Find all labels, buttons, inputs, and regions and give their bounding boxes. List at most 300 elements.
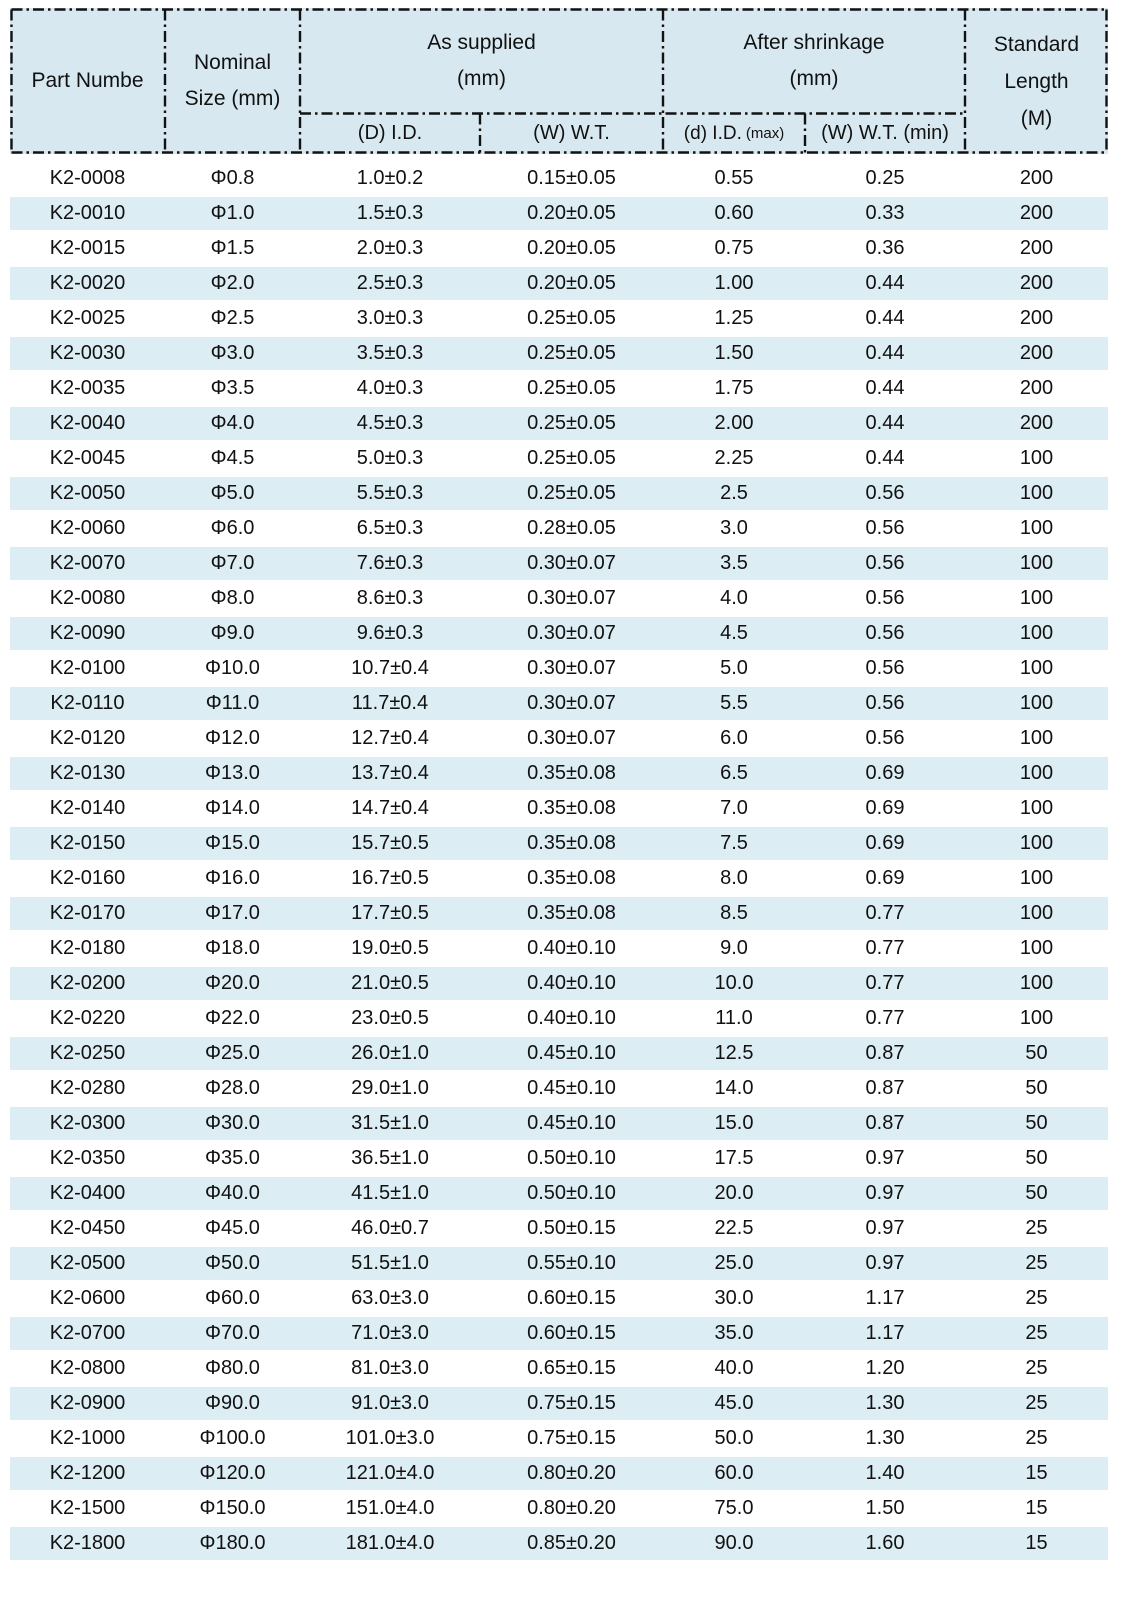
subheader-shrunk-id-label: (d) I.D. bbox=[683, 122, 742, 144]
cell-supplied-id: 17.7±0.5 bbox=[351, 902, 429, 924]
cell-part-number: K2-0040 bbox=[49, 412, 126, 434]
cell-shrunk-id: 3.5 bbox=[720, 552, 748, 574]
cell-shrunk-wt: 0.25 bbox=[865, 167, 905, 189]
header-group-as-supplied bbox=[300, 8, 663, 113]
cell-part-number: K2-0150 bbox=[49, 832, 126, 854]
cell-shrunk-id: 6.0 bbox=[720, 727, 748, 749]
table-row bbox=[10, 687, 1108, 720]
cell-part-number: K2-0015 bbox=[49, 237, 126, 259]
cell-shrunk-wt: 0.44 bbox=[865, 377, 905, 399]
cell-part-number: K2-0010 bbox=[49, 202, 126, 224]
table-row bbox=[10, 1107, 1108, 1140]
cell-shrunk-id: 50.0 bbox=[714, 1427, 754, 1449]
cell-shrunk-id: 7.5 bbox=[720, 832, 748, 854]
cell-shrunk-wt: 0.56 bbox=[865, 587, 905, 609]
subheader-supplied-wt-label: (W) W.T. bbox=[533, 122, 610, 144]
cell-part-number: K2-0045 bbox=[49, 447, 126, 469]
cell-shrunk-id: 7.0 bbox=[720, 797, 748, 819]
cell-shrunk-id: 45.0 bbox=[714, 1392, 754, 1414]
cell-supplied-id: 121.0±4.0 bbox=[345, 1462, 435, 1484]
cell-standard-length: 25 bbox=[1025, 1357, 1048, 1379]
cell-shrunk-wt: 0.77 bbox=[865, 937, 905, 959]
cell-standard-length: 15 bbox=[1025, 1497, 1048, 1519]
cell-part-number: K2-0140 bbox=[49, 797, 126, 819]
cell-standard-length: 25 bbox=[1025, 1322, 1048, 1344]
cell-nominal-size: Φ180.0 bbox=[199, 1532, 266, 1554]
table-row bbox=[10, 827, 1108, 860]
cell-shrunk-id: 2.00 bbox=[714, 412, 754, 434]
cell-standard-length: 200 bbox=[1019, 167, 1054, 189]
cell-shrunk-id: 22.5 bbox=[714, 1217, 754, 1239]
cell-shrunk-id: 4.0 bbox=[720, 587, 748, 609]
cell-part-number: K2-0020 bbox=[49, 272, 126, 294]
table-row bbox=[10, 652, 1108, 685]
cell-part-number: K2-0700 bbox=[49, 1322, 126, 1344]
cell-supplied-id: 31.5±1.0 bbox=[351, 1112, 429, 1134]
cell-supplied-id: 81.0±3.0 bbox=[351, 1357, 429, 1379]
cell-shrunk-wt: 0.77 bbox=[865, 902, 905, 924]
cell-supplied-wt: 0.25±0.05 bbox=[527, 447, 616, 469]
cell-part-number: K2-0800 bbox=[49, 1357, 126, 1379]
cell-supplied-wt: 0.40±0.10 bbox=[527, 937, 616, 959]
cell-nominal-size: Φ1.5 bbox=[210, 237, 255, 259]
cell-supplied-wt: 0.20±0.05 bbox=[527, 202, 616, 224]
cell-nominal-size: Φ9.0 bbox=[210, 622, 255, 644]
cell-supplied-wt: 0.85±0.20 bbox=[527, 1532, 616, 1554]
cell-part-number: K2-1000 bbox=[49, 1427, 126, 1449]
header-standard-length-line1: Standard bbox=[993, 32, 1080, 56]
cell-standard-length: 50 bbox=[1025, 1077, 1048, 1099]
table-row bbox=[10, 1177, 1108, 1210]
cell-supplied-wt: 0.28±0.05 bbox=[527, 517, 616, 539]
cell-nominal-size: Φ10.0 bbox=[205, 657, 260, 679]
cell-shrunk-id: 20.0 bbox=[714, 1182, 754, 1204]
cell-standard-length: 100 bbox=[1019, 692, 1054, 714]
cell-nominal-size: Φ12.0 bbox=[205, 727, 260, 749]
header-nominal-size bbox=[165, 8, 300, 154]
cell-shrunk-id: 1.75 bbox=[714, 377, 754, 399]
table-row bbox=[10, 932, 1108, 965]
cell-part-number: K2-0110 bbox=[50, 692, 125, 714]
cell-part-number: K2-0280 bbox=[49, 1077, 126, 1099]
cell-nominal-size: Φ11.0 bbox=[205, 692, 260, 714]
cell-part-number: K2-1500 bbox=[49, 1497, 126, 1519]
cell-shrunk-id: 1.50 bbox=[714, 342, 754, 364]
cell-nominal-size: Φ60.0 bbox=[205, 1287, 260, 1309]
header-nominal-size-line2: Size (mm) bbox=[184, 87, 281, 110]
table-row bbox=[10, 1422, 1108, 1455]
cell-shrunk-wt: 0.56 bbox=[865, 517, 905, 539]
cell-supplied-id: 8.6±0.3 bbox=[356, 587, 424, 609]
cell-supplied-id: 15.7±0.5 bbox=[351, 832, 429, 854]
cell-shrunk-wt: 0.77 bbox=[865, 972, 905, 994]
cell-standard-length: 100 bbox=[1019, 552, 1054, 574]
header-as-supplied-line2: (mm) bbox=[457, 66, 506, 90]
cell-part-number: K2-0500 bbox=[49, 1252, 126, 1274]
cell-part-number: K2-0180 bbox=[49, 937, 126, 959]
cell-supplied-id: 4.0±0.3 bbox=[356, 377, 424, 399]
subheader-supplied-wt bbox=[480, 113, 663, 154]
cell-nominal-size: Φ35.0 bbox=[205, 1147, 260, 1169]
cell-supplied-id: 26.0±1.0 bbox=[351, 1042, 429, 1064]
cell-shrunk-id: 0.60 bbox=[714, 202, 754, 224]
cell-standard-length: 25 bbox=[1025, 1392, 1048, 1414]
cell-shrunk-wt: 0.87 bbox=[865, 1042, 905, 1064]
spec-table bbox=[10, 8, 1108, 1562]
cell-shrunk-wt: 0.44 bbox=[865, 447, 905, 469]
cell-supplied-wt: 0.30±0.07 bbox=[527, 622, 616, 644]
cell-supplied-id: 21.0±0.5 bbox=[351, 972, 429, 994]
cell-shrunk-id: 5.5 bbox=[720, 692, 748, 714]
cell-shrunk-wt: 0.77 bbox=[865, 1007, 905, 1029]
cell-supplied-id: 63.0±3.0 bbox=[351, 1287, 429, 1309]
cell-supplied-id: 5.5±0.3 bbox=[356, 482, 424, 504]
cell-supplied-id: 29.0±1.0 bbox=[351, 1077, 429, 1099]
cell-supplied-id: 51.5±1.0 bbox=[351, 1252, 429, 1274]
cell-standard-length: 25 bbox=[1025, 1427, 1048, 1449]
cell-shrunk-wt: 0.97 bbox=[865, 1147, 905, 1169]
cell-supplied-wt: 0.50±0.10 bbox=[527, 1182, 616, 1204]
cell-part-number: K2-0008 bbox=[49, 167, 126, 189]
cell-standard-length: 50 bbox=[1025, 1042, 1048, 1064]
cell-standard-length: 200 bbox=[1019, 272, 1054, 294]
cell-supplied-id: 181.0±4.0 bbox=[345, 1532, 435, 1554]
table-row bbox=[10, 757, 1108, 790]
table-row bbox=[10, 1212, 1108, 1245]
cell-shrunk-wt: 0.44 bbox=[865, 342, 905, 364]
cell-nominal-size: Φ50.0 bbox=[205, 1252, 260, 1274]
cell-shrunk-id: 17.5 bbox=[714, 1147, 754, 1169]
cell-shrunk-id: 40.0 bbox=[714, 1357, 754, 1379]
table-row bbox=[10, 512, 1108, 545]
cell-supplied-id: 10.7±0.4 bbox=[351, 657, 429, 679]
cell-nominal-size: Φ120.0 bbox=[199, 1462, 266, 1484]
cell-standard-length: 100 bbox=[1019, 972, 1054, 994]
cell-shrunk-wt: 0.56 bbox=[865, 657, 905, 679]
cell-standard-length: 100 bbox=[1019, 447, 1054, 469]
cell-nominal-size: Φ13.0 bbox=[205, 762, 260, 784]
cell-part-number: K2-0130 bbox=[49, 762, 126, 784]
cell-shrunk-wt: 0.69 bbox=[865, 832, 905, 854]
cell-standard-length: 25 bbox=[1025, 1217, 1048, 1239]
cell-supplied-id: 12.7±0.4 bbox=[351, 727, 429, 749]
cell-shrunk-id: 6.5 bbox=[720, 762, 748, 784]
cell-supplied-wt: 0.30±0.07 bbox=[527, 552, 616, 574]
cell-shrunk-id: 35.0 bbox=[714, 1322, 754, 1344]
cell-shrunk-id: 30.0 bbox=[714, 1287, 754, 1309]
cell-nominal-size: Φ150.0 bbox=[199, 1497, 266, 1519]
cell-supplied-id: 2.0±0.3 bbox=[356, 237, 424, 259]
cell-shrunk-id: 5.0 bbox=[720, 657, 748, 679]
table-row bbox=[10, 232, 1108, 265]
cell-supplied-wt: 0.30±0.07 bbox=[527, 727, 616, 749]
table-row bbox=[10, 302, 1108, 335]
cell-supplied-id: 101.0±3.0 bbox=[345, 1427, 435, 1449]
cell-supplied-wt: 0.55±0.10 bbox=[527, 1252, 616, 1274]
cell-supplied-id: 4.5±0.3 bbox=[356, 412, 424, 434]
cell-shrunk-wt: 0.87 bbox=[865, 1112, 905, 1134]
table-row bbox=[10, 547, 1108, 580]
cell-supplied-id: 23.0±0.5 bbox=[351, 1007, 429, 1029]
cell-standard-length: 100 bbox=[1019, 657, 1054, 679]
cell-part-number: K2-0170 bbox=[49, 902, 126, 924]
cell-supplied-wt: 0.25±0.05 bbox=[527, 342, 616, 364]
cell-supplied-wt: 0.20±0.05 bbox=[527, 237, 616, 259]
cell-nominal-size: Φ6.0 bbox=[210, 517, 255, 539]
subheader-supplied-id bbox=[300, 113, 480, 154]
table-row bbox=[10, 897, 1108, 930]
cell-standard-length: 100 bbox=[1019, 902, 1054, 924]
cell-standard-length: 200 bbox=[1019, 237, 1054, 259]
table-row bbox=[10, 1457, 1108, 1490]
table-row bbox=[10, 337, 1108, 370]
cell-standard-length: 100 bbox=[1019, 762, 1054, 784]
cell-part-number: K2-0080 bbox=[49, 587, 126, 609]
cell-part-number: K2-0900 bbox=[49, 1392, 126, 1414]
cell-nominal-size: Φ80.0 bbox=[205, 1357, 260, 1379]
cell-shrunk-id: 10.0 bbox=[714, 972, 754, 994]
cell-shrunk-wt: 0.69 bbox=[865, 797, 905, 819]
cell-supplied-wt: 0.40±0.10 bbox=[527, 1007, 616, 1029]
cell-standard-length: 25 bbox=[1025, 1252, 1048, 1274]
cell-shrunk-id: 1.25 bbox=[714, 307, 754, 329]
cell-shrunk-wt: 0.56 bbox=[865, 692, 905, 714]
cell-standard-length: 100 bbox=[1019, 482, 1054, 504]
cell-shrunk-id: 90.0 bbox=[714, 1532, 754, 1554]
cell-supplied-id: 9.6±0.3 bbox=[356, 622, 424, 644]
cell-shrunk-id: 4.5 bbox=[720, 622, 748, 644]
cell-supplied-id: 71.0±3.0 bbox=[351, 1322, 429, 1344]
cell-standard-length: 200 bbox=[1019, 202, 1054, 224]
cell-supplied-wt: 0.25±0.05 bbox=[527, 482, 616, 504]
table-row bbox=[10, 1317, 1108, 1350]
cell-shrunk-id: 1.00 bbox=[714, 272, 754, 294]
table-row bbox=[10, 967, 1108, 1000]
cell-nominal-size: Φ5.0 bbox=[210, 482, 255, 504]
table-row bbox=[10, 617, 1108, 650]
table-row bbox=[10, 267, 1108, 300]
cell-supplied-id: 46.0±0.7 bbox=[351, 1217, 429, 1239]
cell-part-number: K2-0350 bbox=[49, 1147, 126, 1169]
cell-nominal-size: Φ2.5 bbox=[210, 307, 255, 329]
cell-supplied-wt: 0.35±0.08 bbox=[527, 867, 616, 889]
cell-supplied-wt: 0.25±0.05 bbox=[527, 412, 616, 434]
table-row bbox=[10, 162, 1108, 195]
subheader-shrunk-wt-label: (W) W.T. (min) bbox=[821, 122, 949, 144]
cell-standard-length: 100 bbox=[1019, 832, 1054, 854]
cell-supplied-id: 2.5±0.3 bbox=[356, 272, 424, 294]
table-row bbox=[10, 372, 1108, 405]
cell-nominal-size: Φ70.0 bbox=[205, 1322, 260, 1344]
cell-supplied-wt: 0.60±0.15 bbox=[527, 1322, 616, 1344]
cell-standard-length: 100 bbox=[1019, 517, 1054, 539]
cell-shrunk-id: 8.0 bbox=[720, 867, 748, 889]
cell-shrunk-wt: 0.33 bbox=[865, 202, 905, 224]
cell-shrunk-wt: 0.44 bbox=[865, 272, 905, 294]
cell-shrunk-id: 9.0 bbox=[720, 937, 748, 959]
cell-nominal-size: Φ100.0 bbox=[199, 1427, 266, 1449]
cell-supplied-wt: 0.30±0.07 bbox=[527, 692, 616, 714]
cell-supplied-id: 1.0±0.2 bbox=[356, 167, 424, 189]
header-part-number-label: Part Numbe bbox=[31, 69, 144, 92]
cell-nominal-size: Φ14.0 bbox=[205, 797, 260, 819]
table-row bbox=[10, 1072, 1108, 1105]
cell-standard-length: 200 bbox=[1019, 377, 1054, 399]
cell-supplied-wt: 0.50±0.10 bbox=[527, 1147, 616, 1169]
cell-supplied-id: 7.6±0.3 bbox=[356, 552, 424, 574]
cell-standard-length: 50 bbox=[1025, 1182, 1048, 1204]
cell-nominal-size: Φ16.0 bbox=[205, 867, 260, 889]
cell-shrunk-wt: 0.97 bbox=[865, 1182, 905, 1204]
cell-supplied-wt: 0.35±0.08 bbox=[527, 902, 616, 924]
cell-supplied-id: 14.7±0.4 bbox=[351, 797, 429, 819]
cell-shrunk-wt: 1.30 bbox=[865, 1427, 905, 1449]
cell-supplied-wt: 0.45±0.10 bbox=[527, 1042, 616, 1064]
cell-shrunk-id: 8.5 bbox=[720, 902, 748, 924]
cell-supplied-id: 19.0±0.5 bbox=[351, 937, 429, 959]
subheader-shrunk-id-max-label: (max) bbox=[745, 125, 785, 142]
header-group-after-shrinkage bbox=[663, 8, 965, 113]
cell-shrunk-id: 2.25 bbox=[714, 447, 754, 469]
cell-nominal-size: Φ28.0 bbox=[205, 1077, 260, 1099]
header-as-supplied-line1: As supplied bbox=[427, 30, 536, 54]
cell-nominal-size: Φ15.0 bbox=[205, 832, 260, 854]
cell-part-number: K2-0100 bbox=[49, 657, 126, 679]
cell-supplied-wt: 0.40±0.10 bbox=[527, 972, 616, 994]
table-header bbox=[10, 8, 1108, 154]
cell-nominal-size: Φ40.0 bbox=[205, 1182, 260, 1204]
cell-shrunk-id: 2.5 bbox=[720, 482, 748, 504]
cell-nominal-size: Φ20.0 bbox=[205, 972, 260, 994]
cell-shrunk-wt: 0.97 bbox=[865, 1252, 905, 1274]
cell-shrunk-id: 75.0 bbox=[714, 1497, 754, 1519]
cell-nominal-size: Φ1.0 bbox=[210, 202, 255, 224]
cell-part-number: K2-0050 bbox=[49, 482, 126, 504]
table-row bbox=[10, 1037, 1108, 1070]
subheader-shrunk-wt bbox=[805, 113, 965, 154]
cell-shrunk-wt: 0.56 bbox=[865, 482, 905, 504]
cell-part-number: K2-0220 bbox=[49, 1007, 126, 1029]
cell-standard-length: 100 bbox=[1019, 622, 1054, 644]
cell-part-number: K2-0090 bbox=[49, 622, 126, 644]
header-nominal-size-line1: Nominal bbox=[193, 51, 272, 74]
cell-part-number: K2-0030 bbox=[49, 342, 126, 364]
cell-standard-length: 100 bbox=[1019, 587, 1054, 609]
table-row bbox=[10, 1002, 1108, 1035]
cell-supplied-wt: 0.25±0.05 bbox=[527, 307, 616, 329]
cell-part-number: K2-0060 bbox=[49, 517, 126, 539]
table-row bbox=[10, 1387, 1108, 1420]
cell-part-number: K2-0300 bbox=[49, 1112, 126, 1134]
table-row bbox=[10, 407, 1108, 440]
cell-nominal-size: Φ18.0 bbox=[205, 937, 260, 959]
cell-part-number: K2-0120 bbox=[49, 727, 126, 749]
cell-part-number: K2-0160 bbox=[49, 867, 126, 889]
cell-supplied-id: 1.5±0.3 bbox=[356, 202, 424, 224]
cell-part-number: K2-0450 bbox=[49, 1217, 126, 1239]
cell-shrunk-wt: 1.17 bbox=[865, 1287, 905, 1309]
header-standard-length-line2: Length bbox=[1004, 69, 1069, 93]
cell-supplied-wt: 0.15±0.05 bbox=[527, 167, 616, 189]
cell-standard-length: 200 bbox=[1019, 342, 1054, 364]
cell-nominal-size: Φ7.0 bbox=[210, 552, 255, 574]
cell-part-number: K2-0025 bbox=[49, 307, 126, 329]
cell-shrunk-wt: 1.50 bbox=[865, 1497, 905, 1519]
cell-nominal-size: Φ2.0 bbox=[210, 272, 255, 294]
cell-standard-length: 50 bbox=[1025, 1112, 1048, 1134]
cell-shrunk-wt: 0.56 bbox=[865, 552, 905, 574]
cell-supplied-id: 13.7±0.4 bbox=[351, 762, 429, 784]
cell-shrunk-wt: 0.36 bbox=[865, 237, 905, 259]
subheader-shrunk-id bbox=[663, 113, 805, 154]
cell-supplied-wt: 0.30±0.07 bbox=[527, 587, 616, 609]
table-row bbox=[10, 1492, 1108, 1525]
cell-part-number: K2-0070 bbox=[49, 552, 126, 574]
cell-nominal-size: Φ4.0 bbox=[210, 412, 255, 434]
cell-nominal-size: Φ90.0 bbox=[205, 1392, 260, 1414]
table-row bbox=[10, 1247, 1108, 1280]
table-row bbox=[10, 477, 1108, 510]
cell-shrunk-wt: 0.69 bbox=[865, 762, 905, 784]
cell-supplied-wt: 0.75±0.15 bbox=[527, 1392, 616, 1414]
cell-nominal-size: Φ8.0 bbox=[210, 587, 255, 609]
cell-part-number: K2-0250 bbox=[49, 1042, 126, 1064]
cell-supplied-wt: 0.35±0.08 bbox=[527, 797, 616, 819]
header-part-number bbox=[10, 8, 165, 154]
cell-shrunk-id: 12.5 bbox=[714, 1042, 754, 1064]
cell-supplied-wt: 0.80±0.20 bbox=[527, 1462, 616, 1484]
cell-shrunk-wt: 0.69 bbox=[865, 867, 905, 889]
cell-supplied-id: 3.0±0.3 bbox=[356, 307, 424, 329]
cell-shrunk-id: 11.0 bbox=[715, 1007, 753, 1029]
cell-shrunk-wt: 0.97 bbox=[865, 1217, 905, 1239]
table-row bbox=[10, 1282, 1108, 1315]
table-row bbox=[10, 1352, 1108, 1385]
cell-shrunk-wt: 1.17 bbox=[865, 1322, 905, 1344]
header-after-shrinkage-line2: (mm) bbox=[789, 66, 839, 90]
cell-shrunk-wt: 1.60 bbox=[865, 1532, 905, 1554]
cell-part-number: K2-1800 bbox=[49, 1532, 126, 1554]
cell-supplied-wt: 0.35±0.08 bbox=[527, 832, 616, 854]
cell-shrunk-wt: 1.40 bbox=[865, 1462, 905, 1484]
cell-shrunk-id: 60.0 bbox=[714, 1462, 754, 1484]
table-row bbox=[10, 582, 1108, 615]
cell-shrunk-id: 0.55 bbox=[714, 167, 754, 189]
cell-supplied-wt: 0.45±0.10 bbox=[527, 1077, 616, 1099]
cell-supplied-wt: 0.30±0.07 bbox=[527, 657, 616, 679]
cell-shrunk-wt: 0.44 bbox=[865, 307, 905, 329]
cell-supplied-id: 36.5±1.0 bbox=[351, 1147, 429, 1169]
cell-part-number: K2-0035 bbox=[49, 377, 126, 399]
cell-nominal-size: Φ0.8 bbox=[210, 167, 255, 189]
cell-standard-length: 15 bbox=[1025, 1532, 1048, 1554]
table-row bbox=[10, 442, 1108, 475]
table-row bbox=[10, 1527, 1108, 1560]
cell-nominal-size: Φ4.5 bbox=[210, 447, 255, 469]
cell-nominal-size: Φ3.0 bbox=[210, 342, 255, 364]
cell-standard-length: 200 bbox=[1019, 412, 1054, 434]
cell-nominal-size: Φ25.0 bbox=[205, 1042, 260, 1064]
cell-nominal-size: Φ30.0 bbox=[205, 1112, 260, 1134]
cell-shrunk-wt: 0.56 bbox=[865, 727, 905, 749]
cell-supplied-id: 3.5±0.3 bbox=[356, 342, 424, 364]
table-row bbox=[10, 862, 1108, 895]
cell-shrunk-id: 25.0 bbox=[714, 1252, 754, 1274]
cell-supplied-id: 91.0±3.0 bbox=[351, 1392, 429, 1414]
cell-part-number: K2-0200 bbox=[49, 972, 126, 994]
cell-shrunk-id: 3.0 bbox=[720, 517, 748, 539]
cell-standard-length: 100 bbox=[1019, 797, 1054, 819]
